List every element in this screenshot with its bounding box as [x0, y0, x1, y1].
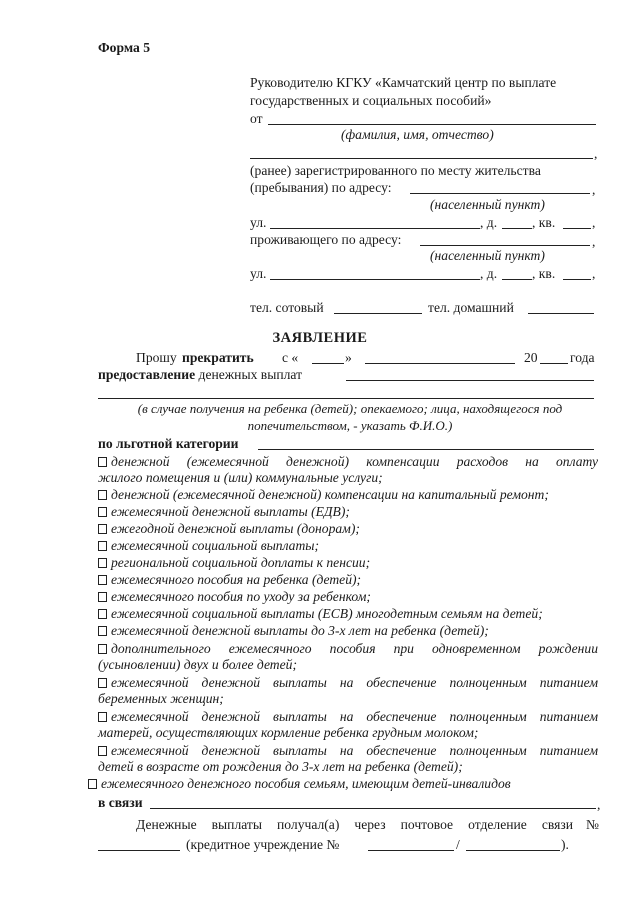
year-field[interactable] — [540, 363, 568, 364]
option-pregnant-cont: беременных женщин; — [98, 691, 224, 706]
account-field[interactable] — [466, 850, 560, 851]
document-title: ЗАЯВЛЕНИЕ — [272, 330, 368, 346]
option-edv: ежемесячной денежной выплаты (ЕДВ); — [98, 504, 350, 520]
comma: , — [592, 266, 596, 281]
slash: / — [456, 837, 460, 852]
applicant-name-field-2[interactable] — [250, 158, 593, 159]
option-housing: денежной (ежемесячной денежной) компенсации расходов на оплату — [98, 453, 598, 470]
request-prefix: Прошу — [136, 350, 177, 365]
reason-field[interactable] — [150, 808, 596, 809]
payments-field[interactable] — [346, 380, 594, 381]
registered-line-1: (ранее) зарегистрированного по месту жительства — [250, 163, 541, 178]
checkbox[interactable] — [98, 541, 107, 551]
option-nursing-cont: матерей, осуществляющих кормление ребенка грудным молоком; — [98, 725, 479, 740]
category-label: по льготной категории — [98, 436, 239, 451]
registered-line-2: (пребывания) по адресу: — [250, 180, 392, 195]
post-office-field[interactable] — [98, 850, 180, 851]
form-label: Форма 5 — [98, 40, 150, 55]
category-field[interactable] — [258, 449, 594, 450]
checkbox[interactable] — [98, 746, 107, 756]
credit-institution-field[interactable] — [368, 850, 454, 851]
phone-mobile-label: тел. сотовый — [250, 300, 324, 315]
fio-hint: (фамилия, имя, отчество) — [341, 127, 494, 142]
option-capital-repair: денежной (ежемесячной денежной) компенсации на капитальный ремонт; — [98, 487, 549, 503]
provision-rest: денежных выплат — [195, 367, 303, 382]
comma: , — [597, 797, 601, 812]
option-child-benefit: ежемесячного пособия на ребенка (детей); — [98, 572, 361, 588]
checkbox[interactable] — [98, 575, 107, 585]
checkbox[interactable] — [98, 507, 107, 517]
house-field-2[interactable] — [502, 279, 532, 280]
comma: , — [592, 182, 596, 197]
house-label-2: , д. — [480, 266, 498, 281]
comma: , — [594, 146, 598, 161]
checkbox[interactable] — [98, 592, 107, 602]
option-under-3: ежемесячной денежной выплаты до 3-х лет на ребенка (детей); — [98, 623, 489, 639]
phone-home-field[interactable] — [528, 313, 594, 314]
checkbox[interactable] — [98, 558, 107, 568]
checkbox[interactable] — [98, 457, 107, 467]
day-field[interactable] — [312, 363, 344, 364]
applicant-name-field[interactable] — [268, 124, 596, 125]
comma: , — [592, 215, 596, 230]
option-esv: ежемесячной социальной выплаты (ЕСВ) многодетным семьям на детей; — [98, 606, 543, 622]
from-label: от — [250, 111, 263, 126]
checkbox[interactable] — [98, 644, 107, 654]
settlement-hint-1: (населенный пункт) — [430, 197, 545, 212]
settlement-hint-2: (населенный пункт) — [430, 248, 545, 263]
option-nursing: ежемесячной денежной выплаты на обеспечение полноценным питанием — [98, 708, 598, 725]
option-disabled-children: ежемесячного денежного пособия семьям, имеющим детей-инвалидов — [88, 776, 511, 792]
living-address-label: проживающего по адресу: — [250, 232, 402, 247]
checkbox[interactable] — [98, 524, 107, 534]
comma: , — [592, 234, 596, 249]
option-donors: ежегодной денежной выплаты (донорам); — [98, 521, 360, 537]
living-address-field[interactable] — [420, 245, 590, 246]
checkbox[interactable] — [98, 712, 107, 722]
checkbox[interactable] — [98, 626, 107, 636]
payment-line-2: (кредитное учреждение № — [186, 837, 340, 852]
option-pregnant: ежемесячной денежной выплаты на обеспечение полноценным питанием — [98, 674, 598, 691]
payment-line-1: Денежные выплаты получал(а) через почтовое отделение связи — [136, 817, 573, 832]
flat-label-2: , кв. — [532, 266, 556, 281]
closing-paren: ). — [561, 837, 569, 852]
request-action: прекратить — [182, 350, 254, 365]
street-label-2: ул. — [250, 266, 267, 281]
checkbox[interactable] — [88, 779, 97, 789]
option-multiple-birth: дополнительного ежемесячного пособия при одновременном рождении — [98, 640, 598, 657]
provision-line — [98, 367, 302, 383]
street-label-1: ул. — [250, 215, 267, 230]
house-field-1[interactable] — [502, 228, 532, 229]
option-multiple-birth-cont: (усыновлении) двух и более детей; — [98, 657, 297, 672]
phone-mobile-field[interactable] — [334, 313, 422, 314]
flat-field-1[interactable] — [563, 228, 591, 229]
note-line-2: попечительством, - указать Ф.И.О.) — [247, 418, 453, 433]
checkbox[interactable] — [98, 609, 107, 619]
checkbox[interactable] — [98, 678, 107, 688]
option-nutrition-under-3: ежемесячной денежной выплаты на обеспечение полноценным питанием — [98, 742, 598, 759]
beneficiary-field[interactable] — [98, 398, 594, 399]
checkbox[interactable] — [98, 490, 107, 500]
provision-bold: предоставление — [98, 367, 196, 382]
year-prefix: 20 — [524, 350, 538, 365]
addressee-line-1: Руководителю КГКУ «Камчатский центр по выплате — [250, 75, 557, 90]
option-housing-cont: жилого помещения и (или) коммунальные услуги; — [98, 470, 383, 485]
option-pension-supplement: региональной социальной доплаты к пенсии; — [98, 555, 370, 571]
registered-address-field[interactable] — [410, 193, 590, 194]
flat-field-2[interactable] — [563, 279, 591, 280]
quote-close: » — [345, 350, 352, 365]
payment-number-sign: № — [586, 817, 599, 832]
flat-label-1: , кв. — [532, 215, 556, 230]
house-label-1: , д. — [480, 215, 498, 230]
year-suffix: года — [570, 350, 595, 365]
phone-home-label: тел. домашний — [428, 300, 514, 315]
option-social-payment: ежемесячной социальной выплаты; — [98, 538, 319, 554]
request-from: с « — [282, 350, 299, 365]
option-nutrition-under-3-cont: детей в возрасте от рождения до 3-х лет на ребенка (детей); — [98, 759, 463, 774]
addressee-line-2: государственных и социальных пособий» — [250, 93, 492, 108]
street-field-1[interactable] — [270, 228, 480, 229]
reason-label: в связи — [98, 795, 143, 810]
note-line-1: (в случае получения на ребенка (детей); опекаемого; лица, находящегося под — [137, 401, 563, 416]
street-field-2[interactable] — [270, 279, 480, 280]
month-field[interactable] — [365, 363, 515, 364]
option-childcare-benefit: ежемесячного пособия по уходу за ребенком; — [98, 589, 371, 605]
